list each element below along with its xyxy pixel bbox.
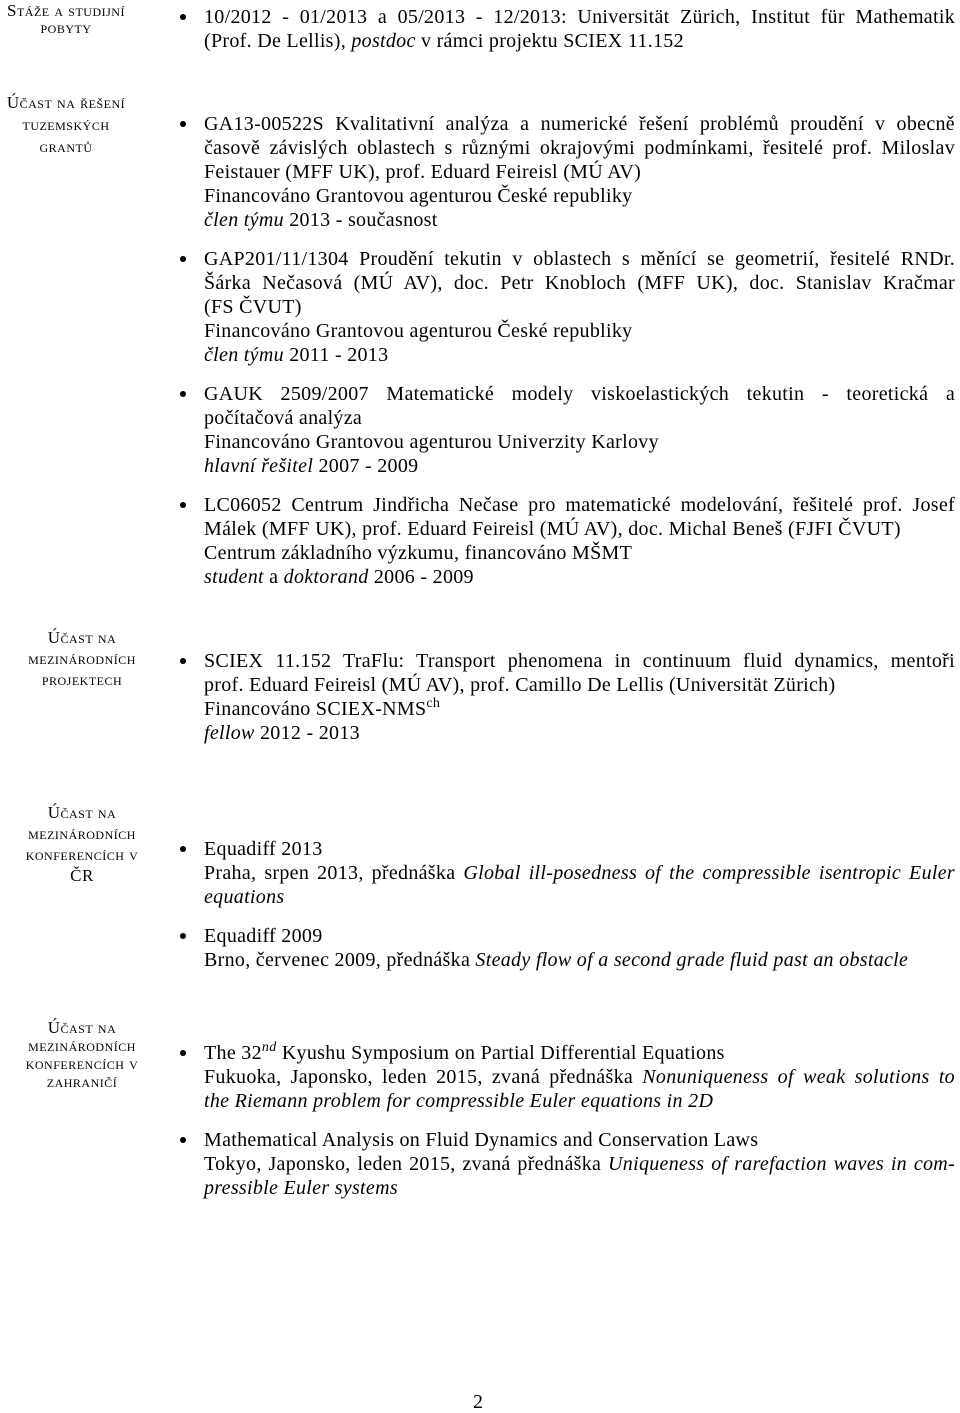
text-line bbox=[204, 721, 955, 745]
text-segment: Fukuoka, Japonsko, leden 2015, zvaná přednáška bbox=[204, 1066, 643, 1088]
italic-text: Steady flow of a second grade fluid past an obstacle bbox=[475, 949, 909, 971]
text-segment: v rámci projektu SCIEX 11.152 bbox=[415, 30, 684, 52]
heading-line: projektech bbox=[41, 670, 123, 689]
text-segment: (Prof. De Lellis), bbox=[204, 30, 352, 52]
italic-text: doktorand bbox=[283, 566, 369, 588]
italic-text: postdoc bbox=[351, 30, 416, 52]
text-segment: The 32 bbox=[204, 1042, 262, 1064]
italic-text: Global ill-posedness of the compressible isentropic Euler bbox=[463, 862, 955, 884]
text-segment: prof. Eduard Feireisl (MÚ AV), prof. Camillo De Lellis (Universität Zürich) bbox=[204, 674, 836, 696]
bullet-icon bbox=[180, 502, 186, 508]
bullet-icon bbox=[180, 1050, 186, 1056]
text-line bbox=[204, 1065, 955, 1089]
text-segment: Šárka Nečasová (MÚ AV), doc. Petr Knobloch (MFF UK), doc. Stanislav Kračmar bbox=[204, 272, 955, 294]
heading-line: mezinárodních bbox=[28, 1036, 136, 1055]
text-line bbox=[204, 160, 955, 184]
section-heading-internships bbox=[0, 2, 132, 36]
text-line bbox=[204, 295, 955, 319]
section-list-conferences-cz bbox=[204, 837, 955, 987]
list-item bbox=[204, 924, 955, 972]
text-segment: 2006 - 2009 bbox=[368, 566, 474, 588]
italic-text: the Riemann problem for compressible Euler equations in 2D bbox=[204, 1090, 714, 1112]
text-segment: SCIEX 11.152 TraFlu: Transport phenomena in continuum fluid dynamics, mentoři bbox=[204, 650, 955, 672]
list-item bbox=[204, 247, 955, 367]
list-item bbox=[204, 1128, 955, 1200]
italic-text: equations bbox=[204, 886, 285, 908]
bullet-icon bbox=[180, 14, 186, 20]
text-line bbox=[204, 29, 955, 53]
text-segment: 10/2012 - 01/2013 a 05/2013 - 12/2013: Universität Zürich, Institut für Mathematik bbox=[204, 6, 955, 28]
text-line bbox=[204, 1128, 955, 1152]
section-heading-conferences-abroad bbox=[12, 1019, 152, 1091]
text-segment: a bbox=[263, 566, 284, 588]
text-line bbox=[204, 136, 955, 160]
text-line bbox=[204, 697, 955, 721]
bullet-icon bbox=[180, 1137, 186, 1143]
italic-text: Uniqueness of rarefaction waves in com- bbox=[608, 1153, 955, 1175]
bullet-icon bbox=[180, 846, 186, 852]
text-segment: časově závislých oblastech s různými okrajovými podmínkami, řesitelé prof. Miloslav bbox=[204, 137, 955, 159]
text-line bbox=[204, 184, 955, 208]
text-segment: Mathematical Analysis on Fluid Dynamics and Conservation Laws bbox=[204, 1129, 759, 1151]
bullet-icon bbox=[180, 391, 186, 397]
text-line bbox=[204, 673, 955, 697]
text-segment: Centrum základního výzkumu, financováno MŠMT bbox=[204, 542, 633, 564]
text-segment: Málek (MFF UK), prof. Eduard Feireisl (MÚ AV), doc. Michal Beneš (FJFI ČVUT) bbox=[204, 518, 901, 540]
heading-line: zahraničí bbox=[46, 1072, 118, 1091]
heading-line: Stáže a studijní bbox=[7, 1, 125, 20]
heading-line: ČR bbox=[70, 866, 94, 885]
heading-line: grantů bbox=[39, 137, 93, 156]
heading-line: konferencích v bbox=[25, 1054, 139, 1073]
heading-line: Účast na bbox=[47, 1018, 117, 1037]
text-line bbox=[204, 924, 955, 948]
text-segment: počítačová analýza bbox=[204, 407, 363, 429]
list-item bbox=[204, 837, 955, 909]
text-segment: Financováno Grantovou agenturou Univerzity Karlovy bbox=[204, 431, 659, 453]
italic-text: student bbox=[204, 566, 264, 588]
list-item bbox=[204, 5, 955, 53]
text-segment: LC06052 Centrum Jindřicha Nečase pro matematické modelování, řešitelé prof. Josef bbox=[204, 494, 955, 516]
text-segment: Equadiff 2009 bbox=[204, 925, 323, 947]
text-segment: (FS ČVUT) bbox=[204, 296, 302, 318]
list-item bbox=[204, 493, 955, 589]
text-line bbox=[204, 343, 955, 367]
text-line bbox=[204, 382, 955, 406]
italic-text: fellow bbox=[204, 722, 255, 744]
text-segment: Financováno SCIEX-NMS bbox=[204, 698, 427, 720]
italic-text: pressible Euler systems bbox=[204, 1177, 398, 1199]
text-segment: 2007 - 2009 bbox=[313, 455, 419, 477]
text-line bbox=[204, 1176, 955, 1200]
text-segment: Financováno Grantovou agenturou České republiky bbox=[204, 185, 633, 207]
italic-text: hlavní řešitel bbox=[204, 455, 314, 477]
bullet-icon bbox=[180, 256, 186, 262]
text-line bbox=[204, 454, 955, 478]
text-line bbox=[204, 1152, 955, 1176]
text-line bbox=[204, 5, 955, 29]
bullet-icon bbox=[180, 933, 186, 939]
text-line bbox=[204, 430, 955, 454]
superscript-text: ch bbox=[426, 696, 441, 711]
section-heading-national-grants bbox=[0, 92, 132, 158]
list-item bbox=[204, 382, 955, 478]
heading-line: pobyty bbox=[40, 18, 92, 37]
text-segment: Tokyo, Japonsko, leden 2015, zvaná přednáška bbox=[204, 1153, 609, 1175]
text-segment: Equadiff 2013 bbox=[204, 838, 323, 860]
heading-line: mezinárodních bbox=[28, 824, 136, 843]
text-segment: Brno, červenec 2009, přednáška bbox=[204, 949, 476, 971]
superscript-text: nd bbox=[261, 1040, 277, 1055]
text-segment: 2011 - 2013 bbox=[283, 344, 389, 366]
text-line bbox=[204, 885, 955, 909]
text-line bbox=[204, 493, 955, 517]
text-line bbox=[204, 1089, 955, 1113]
text-line bbox=[204, 406, 955, 430]
text-line bbox=[204, 649, 955, 673]
text-line bbox=[204, 319, 955, 343]
section-heading-conferences-cz bbox=[12, 802, 152, 886]
text-line bbox=[204, 517, 955, 541]
text-line bbox=[204, 861, 955, 885]
list-item bbox=[204, 1041, 955, 1113]
italic-text: člen týmu bbox=[204, 344, 284, 366]
page-number: 2 bbox=[473, 1391, 483, 1413]
text-segment: Kyushu Symposium on Partial Differential Equations bbox=[276, 1042, 725, 1064]
bullet-icon bbox=[180, 658, 186, 664]
text-line bbox=[204, 565, 955, 589]
text-segment: GAUK 2509/2007 Matematické modely viskoelastických tekutin - teoretická a bbox=[204, 383, 955, 405]
text-segment: 2013 - současnost bbox=[283, 209, 438, 231]
list-item bbox=[204, 649, 955, 745]
text-segment: GA13-00522S Kvalitativní analýza a numerické řešení problémů proudění v obecně bbox=[204, 113, 955, 135]
heading-line: tuzemských bbox=[22, 115, 110, 134]
text-segment: Feistauer (MFF UK), prof. Eduard Feireisl (MÚ AV) bbox=[204, 161, 642, 183]
section-list-national-grants bbox=[204, 112, 955, 604]
text-line bbox=[204, 247, 955, 271]
text-segment: Financováno Grantovou agenturou České republiky bbox=[204, 320, 633, 342]
text-segment: 2012 - 2013 bbox=[254, 722, 360, 744]
text-line bbox=[204, 1041, 955, 1065]
section-list-international-projects bbox=[204, 649, 955, 760]
bullet-icon bbox=[180, 121, 186, 127]
italic-text: Nonuniqueness of weak solutions to bbox=[642, 1066, 955, 1088]
text-segment: Praha, srpen 2013, přednáška bbox=[204, 862, 464, 884]
text-line bbox=[204, 541, 955, 565]
list-item bbox=[204, 112, 955, 232]
text-line bbox=[204, 208, 955, 232]
section-list-internships bbox=[204, 5, 955, 68]
text-line bbox=[204, 112, 955, 136]
heading-line: Účast na řešení bbox=[6, 93, 126, 112]
text-line bbox=[204, 837, 955, 861]
heading-line: mezinárodních bbox=[28, 649, 136, 668]
text-segment: GAP201/11/1304 Proudění tekutin v oblastech s měnící se geometrií, řesitelé RNDr. bbox=[204, 248, 955, 270]
heading-line: konferencích v bbox=[25, 845, 139, 864]
italic-text: člen týmu bbox=[204, 209, 284, 231]
section-heading-international-projects bbox=[12, 627, 152, 690]
text-line bbox=[204, 271, 955, 295]
text-line bbox=[204, 948, 955, 972]
section-list-conferences-abroad bbox=[204, 1041, 955, 1215]
heading-line: Účast na bbox=[47, 628, 117, 647]
heading-line: Účast na bbox=[47, 803, 117, 822]
